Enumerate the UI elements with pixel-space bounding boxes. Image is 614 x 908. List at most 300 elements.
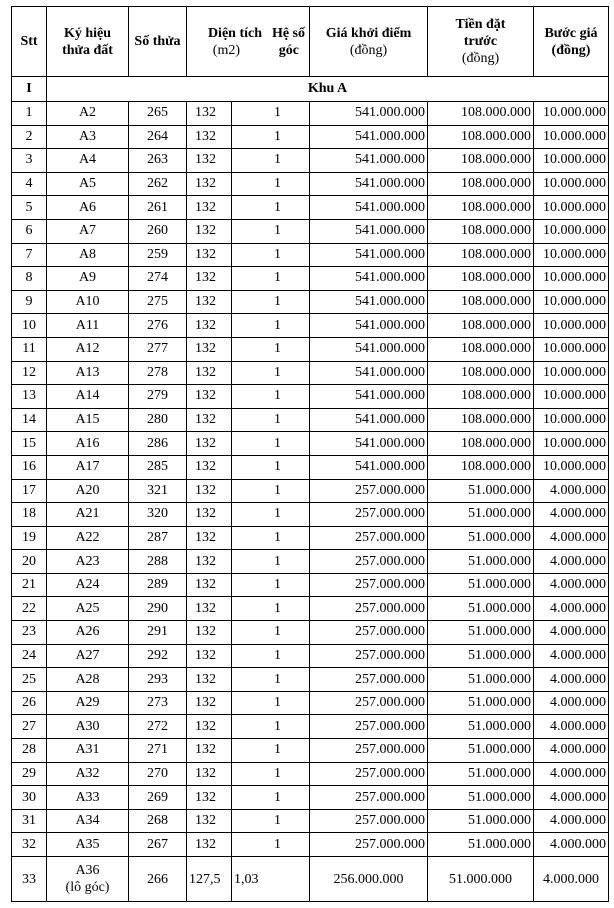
cell-stt: 14 (12, 408, 47, 432)
cell-so-thua: 293 (129, 668, 187, 692)
cell-gia-khoi-diem: 541.000.000 (310, 172, 428, 196)
cell-stt: 3 (12, 149, 47, 173)
cell-gia-khoi-diem: 541.000.000 (310, 408, 428, 432)
cell-he-so: 1 (232, 526, 310, 550)
cell-tien-dat-truoc: 108.000.000 (428, 455, 534, 479)
cell-stt: 1 (12, 102, 47, 126)
cell-so-thua: 262 (129, 172, 187, 196)
cell-buoc-gia: 10.000.000 (534, 125, 609, 149)
cell-stt: 9 (12, 290, 47, 314)
cell-dien-tich: 132 (187, 809, 232, 833)
section-index: I (12, 77, 47, 102)
cell-so-thua: 287 (129, 526, 187, 550)
table-row (12, 644, 609, 668)
table-row (12, 290, 609, 314)
cell-buoc-gia: 10.000.000 (534, 361, 609, 385)
table-row (12, 219, 609, 243)
cell-dien-tich: 132 (187, 219, 232, 243)
cell-stt: 10 (12, 314, 47, 338)
header-buoc-gia: Bước giá (đồng) (534, 7, 609, 77)
cell-he-so: 1 (232, 621, 310, 645)
cell-ky-hieu: A28 (47, 668, 129, 692)
cell-dien-tich: 132 (187, 455, 232, 479)
cell-he-so: 1 (232, 267, 310, 291)
cell-gia-khoi-diem: 257.000.000 (310, 597, 428, 621)
cell-tien-dat-truoc: 51.000.000 (428, 739, 534, 763)
table-row (12, 361, 609, 385)
cell-stt: 4 (12, 172, 47, 196)
cell-tien-dat-truoc: 108.000.000 (428, 337, 534, 361)
cell-so-thua: 288 (129, 550, 187, 574)
cell-so-thua: 275 (129, 290, 187, 314)
cell-buoc-gia: 10.000.000 (534, 196, 609, 220)
cell-so-thua: 276 (129, 314, 187, 338)
cell-stt: 12 (12, 361, 47, 385)
cell-buoc-gia: 10.000.000 (534, 172, 609, 196)
cell-buoc-gia: 10.000.000 (534, 243, 609, 267)
cell-gia-khoi-diem: 257.000.000 (310, 715, 428, 739)
cell-so-thua: 270 (129, 762, 187, 786)
auction-table-container (11, 6, 609, 902)
cell-stt: 20 (12, 550, 47, 574)
header-so-thua: Số thửa (129, 7, 187, 77)
cell-tien-dat-truoc: 108.000.000 (428, 267, 534, 291)
cell-ky-hieu: A11 (47, 314, 129, 338)
cell-dien-tich: 132 (187, 432, 232, 456)
cell-tien-dat-truoc: 51.000.000 (428, 809, 534, 833)
table-row (12, 833, 609, 857)
cell-buoc-gia: 10.000.000 (534, 385, 609, 409)
cell-stt: 30 (12, 786, 47, 810)
cell-dien-tich: 132 (187, 479, 232, 503)
header-stt: Stt (12, 7, 47, 77)
cell-so-thua: 278 (129, 361, 187, 385)
cell-he-so: 1,03 (232, 857, 310, 902)
cell-stt: 21 (12, 573, 47, 597)
cell-gia-khoi-diem: 257.000.000 (310, 479, 428, 503)
cell-he-so: 1 (232, 337, 310, 361)
cell-dien-tich: 132 (187, 290, 232, 314)
cell-he-so: 1 (232, 125, 310, 149)
cell-buoc-gia: 10.000.000 (534, 219, 609, 243)
cell-he-so: 1 (232, 243, 310, 267)
table-row-last (12, 857, 609, 902)
cell-ky-hieu: A5 (47, 172, 129, 196)
cell-dien-tich: 132 (187, 715, 232, 739)
cell-stt: 17 (12, 479, 47, 503)
cell-stt: 5 (12, 196, 47, 220)
cell-so-thua: 271 (129, 739, 187, 763)
cell-dien-tich: 132 (187, 526, 232, 550)
cell-stt: 23 (12, 621, 47, 645)
cell-tien-dat-truoc: 108.000.000 (428, 196, 534, 220)
cell-buoc-gia: 4.000.000 (534, 833, 609, 857)
cell-tien-dat-truoc: 108.000.000 (428, 290, 534, 314)
cell-so-thua: 321 (129, 479, 187, 503)
cell-he-so: 1 (232, 290, 310, 314)
cell-he-so: 1 (232, 550, 310, 574)
table-row (12, 337, 609, 361)
cell-so-thua: 289 (129, 573, 187, 597)
cell-gia-khoi-diem: 257.000.000 (310, 573, 428, 597)
cell-he-so: 1 (232, 573, 310, 597)
table-row (12, 809, 609, 833)
table-row (12, 479, 609, 503)
table-row (12, 691, 609, 715)
cell-buoc-gia: 10.000.000 (534, 455, 609, 479)
cell-tien-dat-truoc: 51.000.000 (428, 644, 534, 668)
cell-stt: 22 (12, 597, 47, 621)
cell-dien-tich: 132 (187, 786, 232, 810)
cell-he-so: 1 (232, 385, 310, 409)
header-gia-khoi-diem: Giá khởi điểm (đồng) (310, 7, 428, 77)
land-auction-table (11, 6, 609, 902)
cell-so-thua: 265 (129, 102, 187, 126)
cell-buoc-gia: 10.000.000 (534, 408, 609, 432)
table-row (12, 125, 609, 149)
cell-ky-hieu: A35 (47, 833, 129, 857)
cell-ky-hieu: A14 (47, 385, 129, 409)
cell-ky-hieu: A7 (47, 219, 129, 243)
cell-gia-khoi-diem: 541.000.000 (310, 385, 428, 409)
cell-gia-khoi-diem: 257.000.000 (310, 621, 428, 645)
cell-he-so: 1 (232, 102, 310, 126)
cell-dien-tich: 132 (187, 172, 232, 196)
cell-dien-tich: 127,5 (187, 857, 232, 902)
cell-stt: 29 (12, 762, 47, 786)
cell-tien-dat-truoc: 108.000.000 (428, 385, 534, 409)
cell-tien-dat-truoc: 51.000.000 (428, 762, 534, 786)
header-dien-tich: Diện tích (m2) (207, 25, 262, 58)
section-row (12, 77, 609, 102)
cell-tien-dat-truoc: 51.000.000 (428, 479, 534, 503)
cell-dien-tich: 132 (187, 149, 232, 173)
cell-so-thua: 279 (129, 385, 187, 409)
cell-he-so: 1 (232, 833, 310, 857)
cell-ky-hieu: A26 (47, 621, 129, 645)
cell-gia-khoi-diem: 257.000.000 (310, 550, 428, 574)
cell-he-so: 1 (232, 149, 310, 173)
cell-so-thua: 267 (129, 833, 187, 857)
cell-ky-hieu: A34 (47, 809, 129, 833)
cell-tien-dat-truoc: 108.000.000 (428, 125, 534, 149)
cell-dien-tich: 132 (187, 267, 232, 291)
cell-stt: 25 (12, 668, 47, 692)
cell-he-so: 1 (232, 809, 310, 833)
cell-gia-khoi-diem: 257.000.000 (310, 691, 428, 715)
cell-tien-dat-truoc: 51.000.000 (428, 526, 534, 550)
cell-ky-hieu: A27 (47, 644, 129, 668)
cell-dien-tich: 132 (187, 621, 232, 645)
cell-gia-khoi-diem: 257.000.000 (310, 526, 428, 550)
cell-so-thua: 260 (129, 219, 187, 243)
cell-so-thua: 292 (129, 644, 187, 668)
cell-tien-dat-truoc: 51.000.000 (428, 573, 534, 597)
cell-buoc-gia: 4.000.000 (534, 526, 609, 550)
cell-he-so: 1 (232, 479, 310, 503)
cell-dien-tich: 132 (187, 739, 232, 763)
header-row (12, 7, 609, 77)
cell-buoc-gia: 10.000.000 (534, 432, 609, 456)
cell-gia-khoi-diem: 541.000.000 (310, 267, 428, 291)
cell-buoc-gia: 4.000.000 (534, 691, 609, 715)
cell-stt: 15 (12, 432, 47, 456)
cell-ky-hieu: A10 (47, 290, 129, 314)
cell-dien-tich: 132 (187, 550, 232, 574)
cell-gia-khoi-diem: 257.000.000 (310, 762, 428, 786)
cell-dien-tich: 132 (187, 573, 232, 597)
cell-ky-hieu: A16 (47, 432, 129, 456)
table-row (12, 526, 609, 550)
cell-so-thua: 259 (129, 243, 187, 267)
table-row (12, 172, 609, 196)
table-row (12, 385, 609, 409)
table-row (12, 102, 609, 126)
cell-tien-dat-truoc: 108.000.000 (428, 102, 534, 126)
cell-ky-hieu: A20 (47, 479, 129, 503)
cell-dien-tich: 132 (187, 644, 232, 668)
table-row (12, 503, 609, 527)
header-ky-hieu: Ký hiệu thửa đất (47, 7, 129, 77)
cell-dien-tich: 132 (187, 337, 232, 361)
cell-he-so: 1 (232, 314, 310, 338)
cell-so-thua: 280 (129, 408, 187, 432)
cell-buoc-gia: 4.000.000 (534, 809, 609, 833)
cell-gia-khoi-diem: 256.000.000 (310, 857, 428, 902)
cell-ky-hieu: A24 (47, 573, 129, 597)
cell-so-thua: 277 (129, 337, 187, 361)
cell-so-thua: 291 (129, 621, 187, 645)
cell-buoc-gia: 4.000.000 (534, 762, 609, 786)
cell-gia-khoi-diem: 257.000.000 (310, 668, 428, 692)
cell-buoc-gia: 4.000.000 (534, 857, 609, 902)
cell-ky-hieu: A3 (47, 125, 129, 149)
cell-tien-dat-truoc: 108.000.000 (428, 432, 534, 456)
cell-dien-tich: 132 (187, 762, 232, 786)
cell-buoc-gia: 4.000.000 (534, 786, 609, 810)
cell-he-so: 1 (232, 455, 310, 479)
cell-dien-tich: 132 (187, 408, 232, 432)
cell-ky-hieu: A6 (47, 196, 129, 220)
cell-ky-hieu: A32 (47, 762, 129, 786)
cell-dien-tich: 132 (187, 833, 232, 857)
cell-so-thua: 263 (129, 149, 187, 173)
cell-ky-hieu: A30 (47, 715, 129, 739)
cell-buoc-gia: 4.000.000 (534, 739, 609, 763)
table-row (12, 314, 609, 338)
cell-dien-tich: 132 (187, 102, 232, 126)
cell-he-so: 1 (232, 786, 310, 810)
table-row (12, 455, 609, 479)
cell-stt: 32 (12, 833, 47, 857)
cell-buoc-gia: 4.000.000 (534, 644, 609, 668)
cell-he-so: 1 (232, 739, 310, 763)
cell-buoc-gia: 4.000.000 (534, 573, 609, 597)
cell-so-thua: 290 (129, 597, 187, 621)
cell-stt: 26 (12, 691, 47, 715)
cell-gia-khoi-diem: 541.000.000 (310, 149, 428, 173)
cell-he-so: 1 (232, 172, 310, 196)
cell-tien-dat-truoc: 51.000.000 (428, 715, 534, 739)
cell-so-thua: 264 (129, 125, 187, 149)
cell-tien-dat-truoc: 51.000.000 (428, 668, 534, 692)
cell-ky-hieu: A23 (47, 550, 129, 574)
cell-dien-tich: 132 (187, 196, 232, 220)
table-row (12, 550, 609, 574)
cell-ky-hieu: A9 (47, 267, 129, 291)
cell-dien-tich: 132 (187, 503, 232, 527)
cell-so-thua: 285 (129, 455, 187, 479)
cell-tien-dat-truoc: 108.000.000 (428, 149, 534, 173)
cell-tien-dat-truoc: 51.000.000 (428, 691, 534, 715)
cell-so-thua: 266 (129, 857, 187, 902)
cell-ky-hieu: A2 (47, 102, 129, 126)
cell-buoc-gia: 4.000.000 (534, 479, 609, 503)
table-row (12, 243, 609, 267)
cell-he-so: 1 (232, 432, 310, 456)
cell-gia-khoi-diem: 541.000.000 (310, 432, 428, 456)
cell-gia-khoi-diem: 257.000.000 (310, 833, 428, 857)
cell-buoc-gia: 4.000.000 (534, 621, 609, 645)
table-row (12, 762, 609, 786)
table-row (12, 196, 609, 220)
cell-he-so: 1 (232, 408, 310, 432)
cell-buoc-gia: 10.000.000 (534, 149, 609, 173)
table-row (12, 621, 609, 645)
cell-buoc-gia: 4.000.000 (534, 715, 609, 739)
cell-tien-dat-truoc: 108.000.000 (428, 361, 534, 385)
cell-ky-hieu: A17 (47, 455, 129, 479)
cell-ky-hieu: A25 (47, 597, 129, 621)
cell-tien-dat-truoc: 51.000.000 (428, 597, 534, 621)
cell-tien-dat-truoc: 108.000.000 (428, 408, 534, 432)
cell-gia-khoi-diem: 541.000.000 (310, 337, 428, 361)
cell-so-thua: 268 (129, 809, 187, 833)
table-row (12, 408, 609, 432)
cell-he-so: 1 (232, 668, 310, 692)
cell-so-thua: 272 (129, 715, 187, 739)
table-row (12, 739, 609, 763)
cell-gia-khoi-diem: 541.000.000 (310, 196, 428, 220)
cell-gia-khoi-diem: 257.000.000 (310, 739, 428, 763)
table-row (12, 715, 609, 739)
section-title: Khu A (47, 77, 609, 102)
cell-dien-tich: 132 (187, 597, 232, 621)
cell-stt: 13 (12, 385, 47, 409)
cell-stt: 7 (12, 243, 47, 267)
cell-stt: 18 (12, 503, 47, 527)
cell-stt: 33 (12, 857, 47, 902)
cell-he-so: 1 (232, 762, 310, 786)
cell-dien-tich: 132 (187, 125, 232, 149)
cell-ky-hieu: A15 (47, 408, 129, 432)
cell-ky-hieu: A29 (47, 691, 129, 715)
cell-buoc-gia: 4.000.000 (534, 597, 609, 621)
cell-gia-khoi-diem: 541.000.000 (310, 361, 428, 385)
cell-buoc-gia: 10.000.000 (534, 337, 609, 361)
cell-buoc-gia: 4.000.000 (534, 668, 609, 692)
cell-so-thua: 320 (129, 503, 187, 527)
cell-ky-hieu: A36 (lô góc) (47, 857, 129, 902)
cell-gia-khoi-diem: 541.000.000 (310, 455, 428, 479)
cell-he-so: 1 (232, 715, 310, 739)
cell-stt: 24 (12, 644, 47, 668)
cell-ky-hieu: A21 (47, 503, 129, 527)
cell-buoc-gia: 4.000.000 (534, 550, 609, 574)
table-row (12, 597, 609, 621)
table-row (12, 573, 609, 597)
cell-gia-khoi-diem: 541.000.000 (310, 219, 428, 243)
cell-dien-tich: 132 (187, 361, 232, 385)
cell-stt: 16 (12, 455, 47, 479)
cell-tien-dat-truoc: 108.000.000 (428, 243, 534, 267)
cell-tien-dat-truoc: 108.000.000 (428, 314, 534, 338)
cell-dien-tich: 132 (187, 668, 232, 692)
cell-stt: 19 (12, 526, 47, 550)
cell-ky-hieu: A12 (47, 337, 129, 361)
cell-dien-tich: 132 (187, 385, 232, 409)
cell-dien-tich: 132 (187, 314, 232, 338)
cell-ky-hieu: A4 (47, 149, 129, 173)
cell-stt: 2 (12, 125, 47, 149)
cell-gia-khoi-diem: 541.000.000 (310, 314, 428, 338)
header-he-so: Hệ số góc (271, 25, 305, 58)
table-row (12, 149, 609, 173)
cell-tien-dat-truoc: 108.000.000 (428, 219, 534, 243)
cell-gia-khoi-diem: 541.000.000 (310, 243, 428, 267)
cell-buoc-gia: 4.000.000 (534, 503, 609, 527)
cell-gia-khoi-diem: 541.000.000 (310, 125, 428, 149)
cell-ky-hieu: A33 (47, 786, 129, 810)
cell-gia-khoi-diem: 257.000.000 (310, 786, 428, 810)
cell-he-so: 1 (232, 691, 310, 715)
cell-so-thua: 286 (129, 432, 187, 456)
cell-ky-hieu: A31 (47, 739, 129, 763)
cell-buoc-gia: 10.000.000 (534, 290, 609, 314)
cell-ky-hieu: A13 (47, 361, 129, 385)
cell-tien-dat-truoc: 51.000.000 (428, 786, 534, 810)
cell-he-so: 1 (232, 597, 310, 621)
cell-so-thua: 274 (129, 267, 187, 291)
cell-buoc-gia: 10.000.000 (534, 102, 609, 126)
cell-stt: 31 (12, 809, 47, 833)
table-row (12, 432, 609, 456)
header-dien-tich-he-so (187, 7, 310, 77)
cell-stt: 6 (12, 219, 47, 243)
cell-dien-tich: 132 (187, 691, 232, 715)
cell-tien-dat-truoc: 108.000.000 (428, 172, 534, 196)
cell-dien-tich: 132 (187, 243, 232, 267)
cell-he-so: 1 (232, 361, 310, 385)
cell-gia-khoi-diem: 257.000.000 (310, 503, 428, 527)
cell-gia-khoi-diem: 541.000.000 (310, 290, 428, 314)
cell-tien-dat-truoc: 51.000.000 (428, 857, 534, 902)
cell-tien-dat-truoc: 51.000.000 (428, 621, 534, 645)
header-tien-dat-truoc: Tiền đặt trước (đồng) (428, 7, 534, 77)
cell-buoc-gia: 10.000.000 (534, 267, 609, 291)
cell-gia-khoi-diem: 541.000.000 (310, 102, 428, 126)
cell-he-so: 1 (232, 219, 310, 243)
cell-stt: 8 (12, 267, 47, 291)
cell-stt: 28 (12, 739, 47, 763)
cell-tien-dat-truoc: 51.000.000 (428, 503, 534, 527)
cell-so-thua: 269 (129, 786, 187, 810)
cell-so-thua: 261 (129, 196, 187, 220)
cell-ky-hieu: A8 (47, 243, 129, 267)
table-row (12, 786, 609, 810)
table-row (12, 668, 609, 692)
cell-so-thua: 273 (129, 691, 187, 715)
